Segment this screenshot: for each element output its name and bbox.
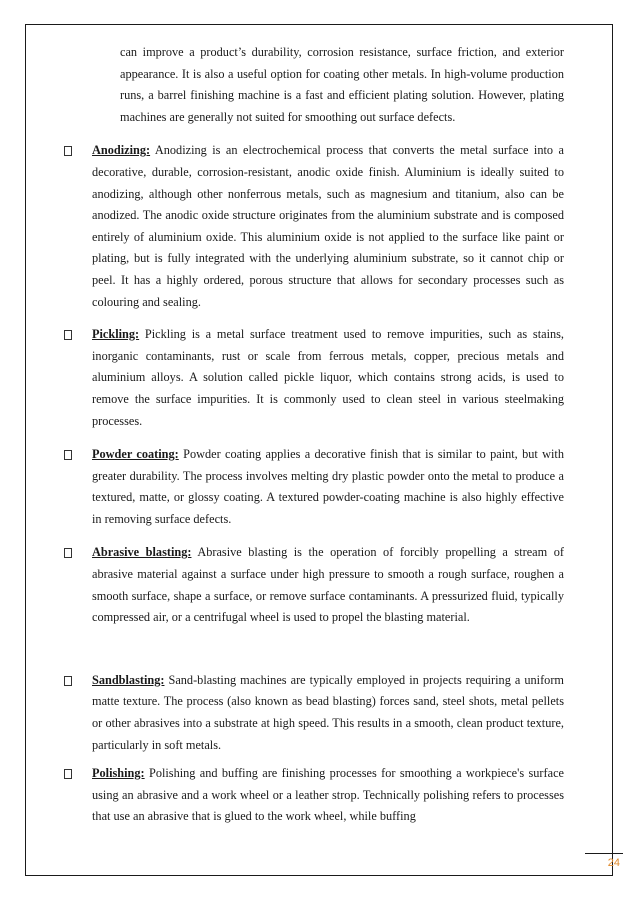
list-item-polishing — [92, 763, 564, 828]
document-body — [92, 42, 564, 828]
term-powder-coating: Powder coating: — [92, 447, 179, 462]
checkbox-bullet-icon — [64, 450, 72, 460]
checkbox-bullet-icon — [64, 676, 72, 686]
term-polishing: Polishing: — [92, 766, 145, 781]
term-pickling: Pickling: — [92, 327, 140, 342]
list-item-abrasive-blasting — [92, 542, 564, 628]
list-item-pickling — [92, 324, 564, 432]
definition-sandblasting: Sand-blasting machines are typically employed in projects requiring a uniform matte texture. The process (also known as bead blasting) forces sand, steel shots, metal pellets or other abrasives into a substrate at high speed. This results in a smooth, clean product texture, particularly in soft metals. — [92, 672, 564, 752]
term-anodizing: Anodizing: — [92, 143, 151, 158]
page-number-rule — [585, 853, 623, 854]
definition-anodizing: Anodizing is an electrochemical process that converts the metal surface into a decorative, durable, corrosion-resistant, anodic oxide finish. Aluminium is ideally suited to anodizing, although other nonferrous metals, such as magnesium and titanium, also can be anodized. The anodic oxide structure originates from the aluminium substrate and is composed entirely of aluminium oxide. This aluminium oxide is not applied to the surface like paint or plating, but is fully integrated with the underlying aluminium substrate, so it cannot chip or peel. It has a highly ordered, porous structure that allows for secondary processes such as colouring and sealing. — [92, 143, 564, 309]
term-abrasive-blasting: Abrasive blasting: — [92, 545, 192, 560]
definition-pickling: Pickling is a metal surface treatment used to remove impurities, such as stains, inorganic contaminants, rust or scale from ferrous metals, copper, precious metals and aluminium alloys. A solution called pickle liquor, which contains strong acids, is used to remove the surface impurities. It is commonly used to clean steel in various steelmaking processes. — [92, 327, 564, 428]
term-sandblasting: Sandblasting: — [92, 672, 165, 687]
intro-paragraph: can improve a product’s durability, corrosion resistance, surface friction, and exterior appearance. It is also a useful option for coating other metals. In high-volume production runs, a barrel finishing machine is a fast and efficient plating solution. However, plating machines are generally not suited for smoothing out surface defects. — [120, 45, 564, 124]
page-number: 24 — [607, 857, 620, 869]
list-item-powder-coating — [92, 444, 564, 530]
checkbox-bullet-icon — [64, 330, 72, 340]
definition-abrasive-blasting: Abrasive blasting is the operation of forcibly propelling a stream of abrasive material against a surface under high pressure to smooth a rough surface, roughen a smooth surface, shape a surface, or remove surface contaminants. A pressurized fluid, typically compressed air, or a centrifugal wheel is used to propel the blasting material. — [92, 545, 564, 625]
definition-polishing: Polishing and buffing are finishing processes for smoothing a workpiece's surface using an abrasive and a work wheel or a leather strop. Technically polishing refers to processes that use an abrasive that is glued to the work wheel, while buffing — [92, 766, 564, 824]
checkbox-bullet-icon — [64, 548, 72, 558]
list-item-anodizing — [92, 140, 564, 313]
definition-powder-coating: Powder coating applies a decorative finish that is similar to paint, but with greater durability. The process involves melting dry plastic powder onto the metal to produce a textured, matte, or glossy coating. A textured powder-coating machine is also highly effective in removing surface defects. — [92, 447, 564, 526]
checkbox-bullet-icon — [64, 769, 72, 779]
checkbox-bullet-icon — [64, 146, 72, 156]
list-item-sandblasting — [92, 670, 564, 756]
